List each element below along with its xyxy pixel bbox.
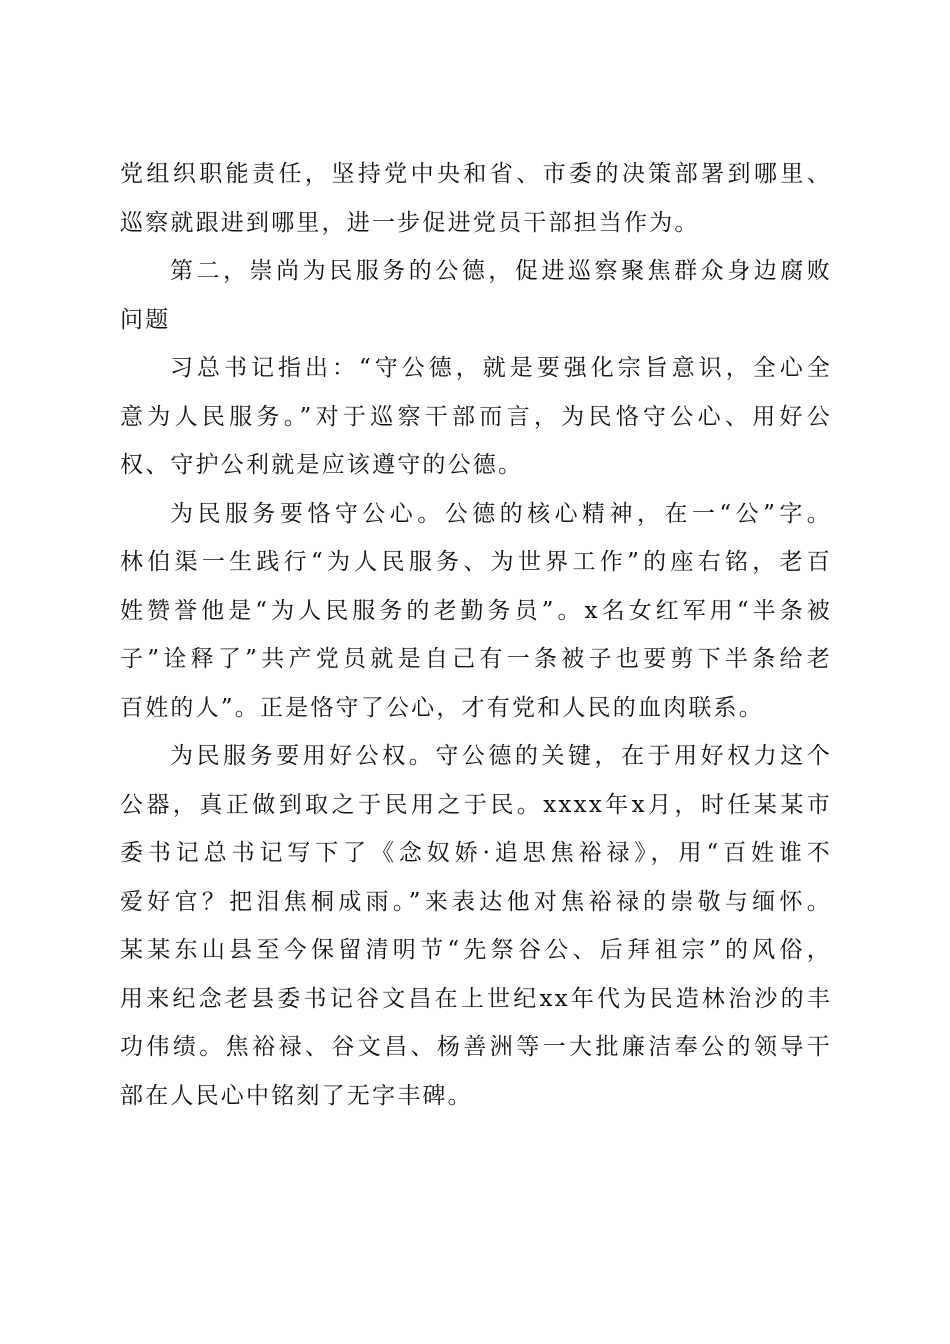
heading-line: 第二，崇尚为民服务的公德，促进巡察聚焦群众身边腐败	[170, 258, 832, 284]
text-line: 为民服务要用好公权。守公德的关键，在于用好权力这个	[170, 743, 832, 769]
paragraph-quote	[120, 344, 832, 490]
text-line: 百姓的人”。正是恪守了公心，才有党和人民的血肉联系。	[120, 694, 764, 721]
text-line: 爱好官？把泪焦桐成雨。”来表达他对焦裕禄的崇敬与缅怀。	[120, 888, 832, 915]
document-body	[120, 150, 832, 1120]
text-line: 习总书记指出：“守公德，就是要强化宗旨意识，全心全	[170, 355, 832, 381]
paragraph-continuation	[120, 150, 832, 247]
section-heading	[120, 247, 832, 344]
text-line: 委书记总书记写下了《念奴娇·追思焦裕禄》，用“百姓谁不	[120, 840, 832, 866]
text-line: 林伯渠一生践行“为人民服务、为世界工作”的座右铭，老百	[120, 549, 832, 575]
text-line: 党组织职能责任，坚持党中央和省、市委的决策部署到哪里、	[120, 161, 832, 187]
text-line: 为民服务要恪守公心。公德的核心精神，在一“公”字。	[170, 500, 832, 527]
text-line: 某某东山县至今保留清明节“先祭谷公、后拜祖宗”的风俗，	[120, 937, 832, 963]
text-line: 巡察就跟进到哪里，进一步促进党员干部担当作为。	[120, 209, 700, 236]
text-line: 意为人民服务。”对于巡察干部而言，为民恪守公心、用好公	[120, 403, 832, 430]
text-line: 子”诠释了”共产党员就是自己有一条被子也要剪下半条给老	[120, 646, 832, 672]
text-line: 公器，真正做到取之于民用之于民。xxxx年x月，时任某某市	[120, 791, 832, 818]
text-line: 部在人民心中铭刻了无字丰碑。	[120, 1082, 473, 1109]
paragraph-public-heart	[120, 490, 832, 733]
text-line: 姓赞誉他是“为人民服务的老勤务员”。x名女红军用“半条被	[120, 597, 832, 624]
heading-line: 问题	[120, 306, 171, 333]
paragraph-public-power	[120, 732, 832, 1120]
text-line: 用来纪念老县委书记谷文昌在上世纪xx年代为民造林治沙的丰	[120, 985, 832, 1012]
text-line: 权、守护公利就是应该遵守的公德。	[120, 452, 524, 478]
text-line: 功伟绩。焦裕禄、谷文昌、杨善洲等一大批廉洁奉公的领导干	[120, 1034, 832, 1060]
